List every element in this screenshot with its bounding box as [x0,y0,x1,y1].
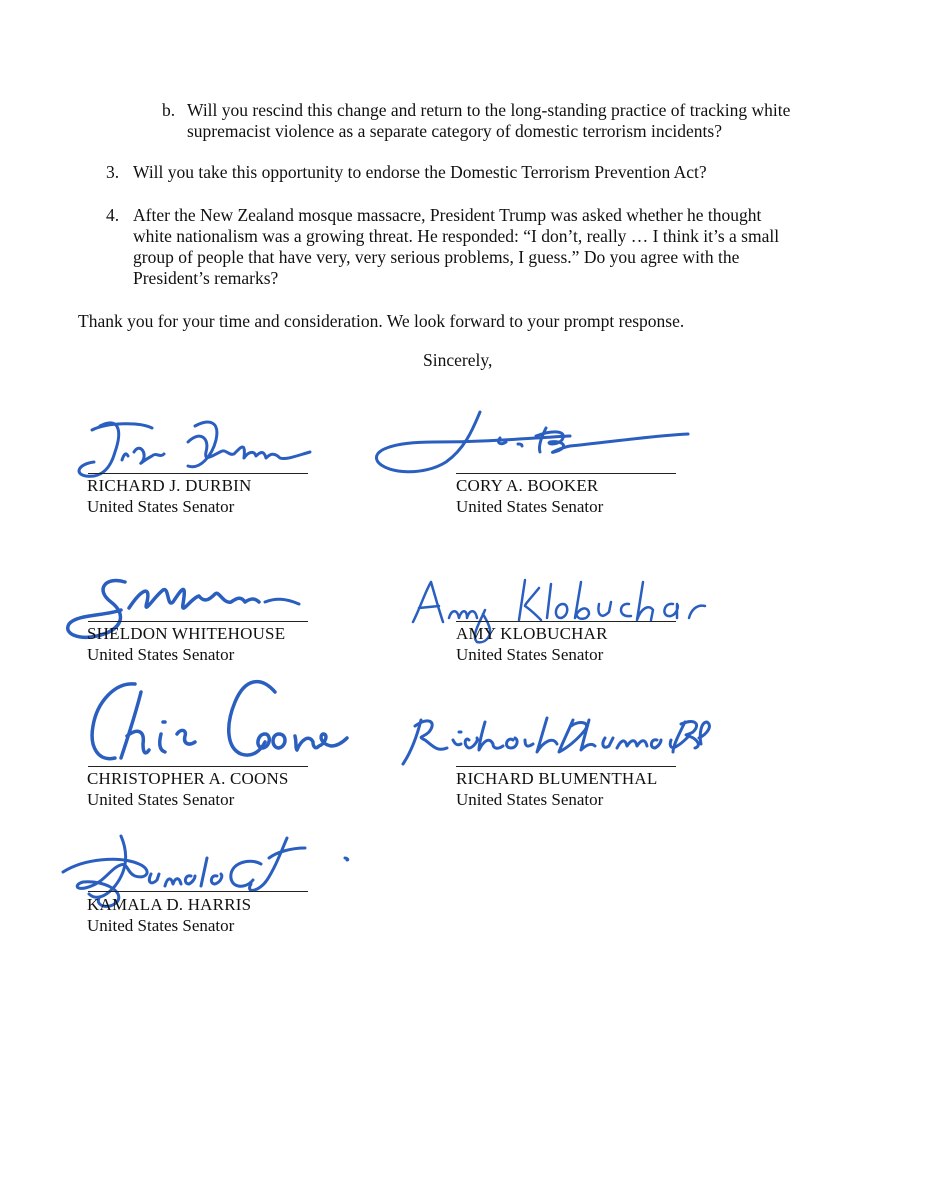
klobuchar-title: United States Senator [456,645,604,664]
coons-name: CHRISTOPHER A. COONS [87,769,289,788]
durbin-signature-line [88,473,308,474]
booker-signature-line [456,473,676,474]
booker-name: CORY A. BOOKER [456,476,599,495]
closing-thanks: Thank you for your time and consideration. We look forward to your prompt response. [78,311,685,331]
durbin-title: United States Senator [87,497,235,516]
question-4-marker: 4. [106,205,120,225]
question-4-line-2: white nationalism was a growing threat. He responded: “I don’t, really … I think it’s a small [133,226,780,246]
blumenthal-signature [395,700,720,780]
question-4-line-3: group of people that have very, very serious problems, I guess.” Do you agree with the [133,247,740,267]
coons-signature-line [88,766,308,767]
question-3-marker: 3. [106,162,120,182]
coons-title: United States Senator [87,790,235,809]
question-b-marker: b. [162,100,176,120]
coons-signature [65,672,350,772]
blumenthal-name: RICHARD BLUMENTHAL [456,769,658,788]
question-4-line-1: After the New Zealand mosque massacre, President Trump was asked whether he thought [133,205,762,225]
harris-title: United States Senator [87,916,235,935]
klobuchar-signature-line [456,621,676,622]
whitehouse-name: SHELDON WHITEHOUSE [87,624,286,643]
durbin-name: RICHARD J. DURBIN [87,476,252,495]
question-3-text: Will you take this opportunity to endorse the Domestic Terrorism Prevention Act? [133,162,707,182]
booker-title: United States Senator [456,497,604,516]
question-b-line-1: Will you rescind this change and return to the long-standing practice of tracking white [187,100,791,120]
booker-signature [370,400,700,480]
closing-sincerely: Sincerely, [423,350,493,370]
blumenthal-title: United States Senator [456,790,604,809]
question-b-line-2: supremacist violence as a separate category of domestic terrorism incidents? [187,121,722,141]
klobuchar-name: AMY KLOBUCHAR [456,624,608,643]
question-4-line-4: President’s remarks? [133,268,279,288]
whitehouse-title: United States Senator [87,645,235,664]
harris-signature-line [88,891,308,892]
whitehouse-signature-line [88,621,308,622]
blumenthal-signature-line [456,766,676,767]
harris-name: KAMALA D. HARRIS [87,895,252,914]
